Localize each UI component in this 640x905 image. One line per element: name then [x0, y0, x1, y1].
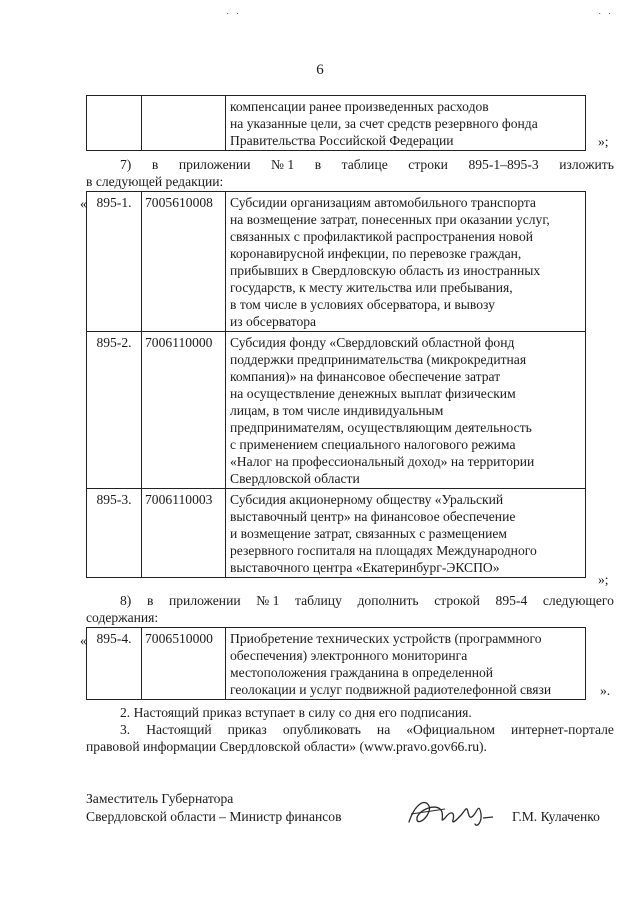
cell-text: Субсидия акционерному обществу «Уральский выставочный центр» на финансовое обеспечение и возмещение затрат, связанных с размещением резервного госпиталя на площадях Международного выставочного центра «Екатеринбург-ЭКСПО» [226, 489, 586, 578]
cell-num: 895-3. [87, 489, 142, 578]
position-line: Свердловской области – Министр финансов [86, 809, 342, 824]
codes-table [86, 191, 586, 578]
paragraph-item-7 [86, 156, 614, 190]
cell-code [142, 96, 226, 151]
cell-num: 895-4. [87, 628, 142, 700]
open-quote: « [80, 196, 87, 211]
paragraph-item-3 [86, 721, 614, 755]
cell-code: 7006110000 [142, 332, 226, 489]
position-line: Заместитель Губернатора [86, 791, 234, 806]
text-line: Правительства Российской Федерации [230, 133, 454, 148]
cell-num [87, 96, 142, 151]
cell-text [226, 96, 586, 151]
text-line: на указанные цели, за счет средств резервного фонда [230, 116, 538, 131]
paragraph-line: правовой информации Свердловской области» (www.pravo.gov66.ru). [86, 739, 487, 754]
continuation-table [86, 95, 586, 151]
close-quote: »; [598, 134, 609, 149]
cell-text: Субсидии организациям автомобильного транспорта на возмещение затрат, понесенных при оказании услуг, связанных с профилактикой распространения новой коронавирусной инфекции, по перевозке граждан, прибывших в Свердловскую область из иностранных государств, к месту жительства или пребывания, в том числе в условиях обсерватора, и вывозу из обсерватора [226, 192, 586, 332]
cell-text: Субсидия фонду «Свердловский областной фонд поддержки предпринимательства (микрокредитная компания)» на финансовое обеспечение затрат на осуществление денежных выплат физическим лицам, в том числе индивидуальным предпринимателям, осуществляющим деятельность с применением специального налогового режима «Налог на профессиональный доход» на территории Свердловской области [226, 332, 586, 489]
close-quote: »; [598, 572, 609, 587]
close-quote: ». [600, 683, 611, 698]
table-row [87, 489, 586, 578]
text-line: компенсации ранее произведенных расходов [230, 99, 489, 114]
page-number: 6 [316, 62, 324, 78]
cell-num: 895-1. [87, 192, 142, 332]
scan-mark: ˙ ˙ [598, 12, 614, 23]
table-row [87, 96, 586, 151]
paragraph-item-8 [86, 592, 614, 626]
cell-num: 895-2. [87, 332, 142, 489]
paragraph-line: 8) в приложении № 1 таблицу дополнить строкой 895-4 следующего [120, 593, 614, 608]
paragraph-line: 3. Настоящий приказ опубликовать на «Официальном интернет-портале [120, 722, 614, 737]
cell-code: 7006510000 [142, 628, 226, 700]
handwritten-signature [405, 792, 497, 834]
signatory-name: Г.М. Кулаченко [512, 809, 600, 824]
table-row [87, 628, 586, 700]
open-quote: « [80, 633, 87, 648]
paragraph-item-2: 2. Настоящий приказ вступает в силу со дня его подписания. [120, 705, 472, 720]
cell-code: 7005610008 [142, 192, 226, 332]
cell-text: Приобретение технических устройств (программного обеспечения) электронного мониторинга местоположения гражданина в определенной геолокации и услуг подвижной радиотелефонной связи [226, 628, 586, 700]
paragraph-line: содержания: [86, 610, 159, 625]
cell-code: 7006110003 [142, 489, 226, 578]
table-row [87, 332, 586, 489]
codes-table-new-row [86, 627, 586, 700]
table-row [87, 192, 586, 332]
paragraph-line: 7) в приложении № 1 в таблице строки 895-1–895-3 изложить [120, 157, 614, 172]
scan-mark: ˙ ˙ [226, 12, 242, 23]
signatory-position [86, 790, 342, 826]
paragraph-line: в следующей редакции: [86, 174, 224, 189]
